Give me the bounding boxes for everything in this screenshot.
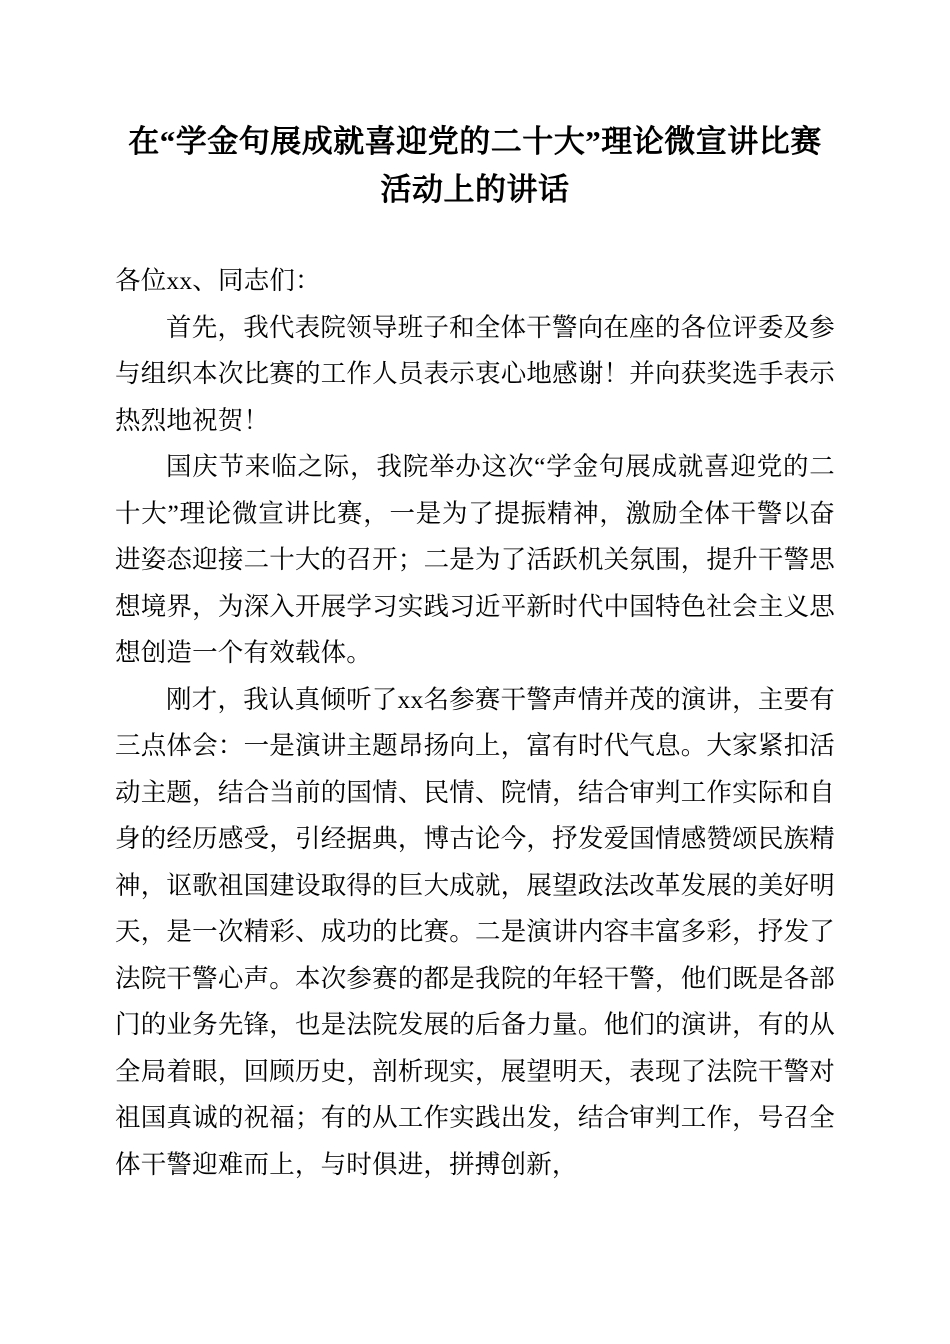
document-body bbox=[115, 258, 835, 1188]
paragraph-salutation: 各位xx、同志们： bbox=[115, 266, 321, 295]
page-title: 在“学金句展成就喜迎党的二十大”理论微宣讲比赛活动上的讲话 bbox=[128, 124, 822, 207]
paragraph-2: 国庆节来临之际，我院举办这次“学金句展成就喜迎党的二十大”理论微宣讲比赛，一是为了提振精神，激励全体干警以奋进姿态迎接二十大的召开；二是为了活跃机关氛围，提升干警思想境界，为深入开展学习实践习近平新时代中国特色社会主义思想创造一个有效载体。 bbox=[115, 452, 835, 667]
paragraph-3: 刚才，我认真倾听了xx名参赛干警声情并茂的演讲，主要有三点体会：一是演讲主题昂扬向上，富有时代气息。大家紧扣活动主题，结合当前的国情、民情、院情，结合审判工作实际和自身的经历感受，引经据典，博古论今，抒发爱国情感赞颂民族精神，讴歌祖国建设取得的巨大成就，展望政法改革发展的美好明天，是一次精彩、成功的比赛。二是演讲内容丰富多彩，抒发了法院干警心声。本次参赛的都是我院的年轻干警，他们既是各部门的业务先锋，也是法院发展的后备力量。他们的演讲，有的从全局着眼，回顾历史，剖析现实，展望明天，表现了法院干警对祖国真诚的祝福；有的从工作实践出发，结合审判工作，号召全体干警迎难而上，与时俱进，拼搏创新， bbox=[115, 684, 835, 1179]
paragraph-1: 首先，我代表院领导班子和全体干警向在座的各位评委及参与组织本次比赛的工作人员表示衷心地感谢！并向获奖选手表示热烈地祝贺！ bbox=[115, 312, 835, 435]
